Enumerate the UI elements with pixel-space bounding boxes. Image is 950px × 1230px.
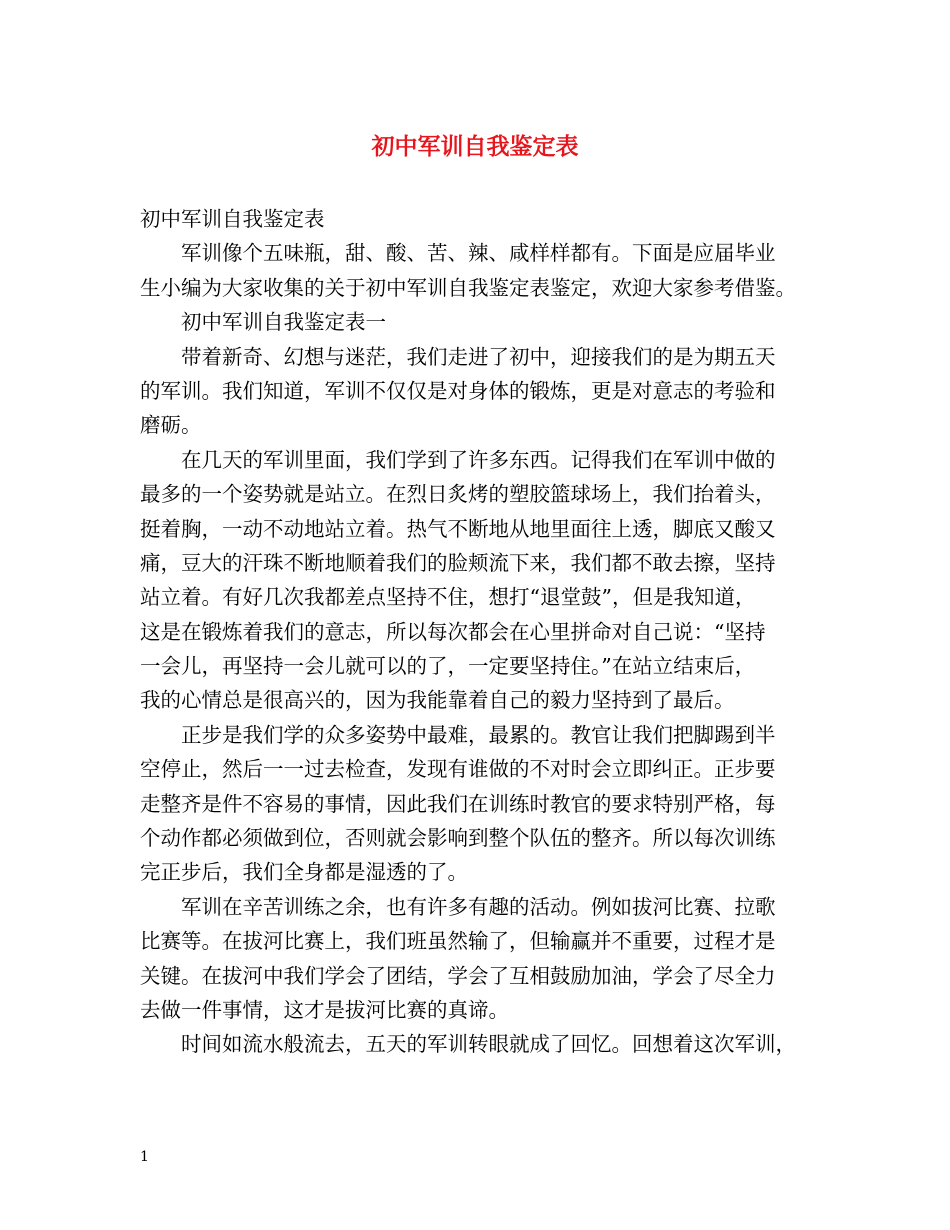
document-title: 初中军训自我鉴定表 <box>371 133 579 160</box>
text-line: 关键。在拔河中我们学会了团结，学会了互相鼓励加油，学会了尽全力 <box>140 963 776 988</box>
text-line: 去做一件事情，这才是拔河比赛的真谛。 <box>140 997 509 1022</box>
text-line: 完正步后，我们全身都是湿透的了。 <box>140 860 468 885</box>
text-line: 在几天的军训里面，我们学到了许多东西。记得我们在军训中做的 <box>181 447 776 472</box>
text-line: 空停止，然后一一过去检查，发现有谁做的不对时会立即纠正。正步要 <box>140 757 776 782</box>
text-line: 站立着。有好几次我都差点坚持不住，想打“退堂鼓”，但是我知道， <box>140 585 756 610</box>
text-line: 带着新奇、幻想与迷茫，我们走进了初中，迎接我们的是为期五天 <box>181 344 776 369</box>
document-body <box>140 202 830 1062</box>
text-line: 磨砺。 <box>140 413 202 438</box>
text-line: 走整齐是件不容易的事情，因此我们在训练时教官的要求特别严格，每 <box>140 791 776 816</box>
text-line: 挺着胸，一动不动地站立着。热气不断地从地里面往上透，脚底又酸又 <box>140 516 776 541</box>
text-line: 这是在锻炼着我们的意志，所以每次都会在心里拼命对自己说：“坚持 <box>140 619 766 644</box>
text-line: 的军训。我们知道，军训不仅仅是对身体的锻炼，更是对意志的考验和 <box>140 378 776 403</box>
text-line: 比赛等。在拔河比赛上，我们班虽然输了，但输赢并不重要，过程才是 <box>140 929 776 954</box>
text-line: 军训像个五味瓶，甜、酸、苦、辣、咸样样都有。下面是应届毕业 <box>181 241 776 266</box>
text-line: 痛，豆大的汗珠不断地顺着我们的脸颊流下来，我们都不敢去擦，坚持 <box>140 550 776 575</box>
text-line: 最多的一个姿势就是站立。在烈日炙烤的塑胶篮球场上，我们抬着头， <box>140 482 776 507</box>
text-line: 初中军训自我鉴定表一 <box>181 310 386 335</box>
text-line: 我的心情总是很高兴的，因为我能靠着自己的毅力坚持到了最后。 <box>140 688 735 713</box>
text-line: 个动作都必须做到位，否则就会影响到整个队伍的整齐。所以每次训练 <box>140 826 776 851</box>
text-line: 一会儿，再坚持一会儿就可以的了，一定要坚持住。”在站立结束后， <box>140 654 756 679</box>
text-line: 初中军训自我鉴定表 <box>140 207 325 231</box>
text-line: 正步是我们学的众多姿势中最难，最累的。教官让我们把脚踢到半 <box>181 722 776 747</box>
page-number: 1 <box>140 1149 149 1165</box>
text-line: 时间如流水般流去，五天的军训转眼就成了回忆。回想着这次军训， <box>181 1032 796 1057</box>
text-line: 军训在辛苦训练之余，也有许多有趣的活动。例如拔河比赛、拉歌 <box>181 894 776 919</box>
text-line: 生小编为大家收集的关于初中军训自我鉴定表鉴定，欢迎大家参考借鉴。 <box>140 275 796 300</box>
